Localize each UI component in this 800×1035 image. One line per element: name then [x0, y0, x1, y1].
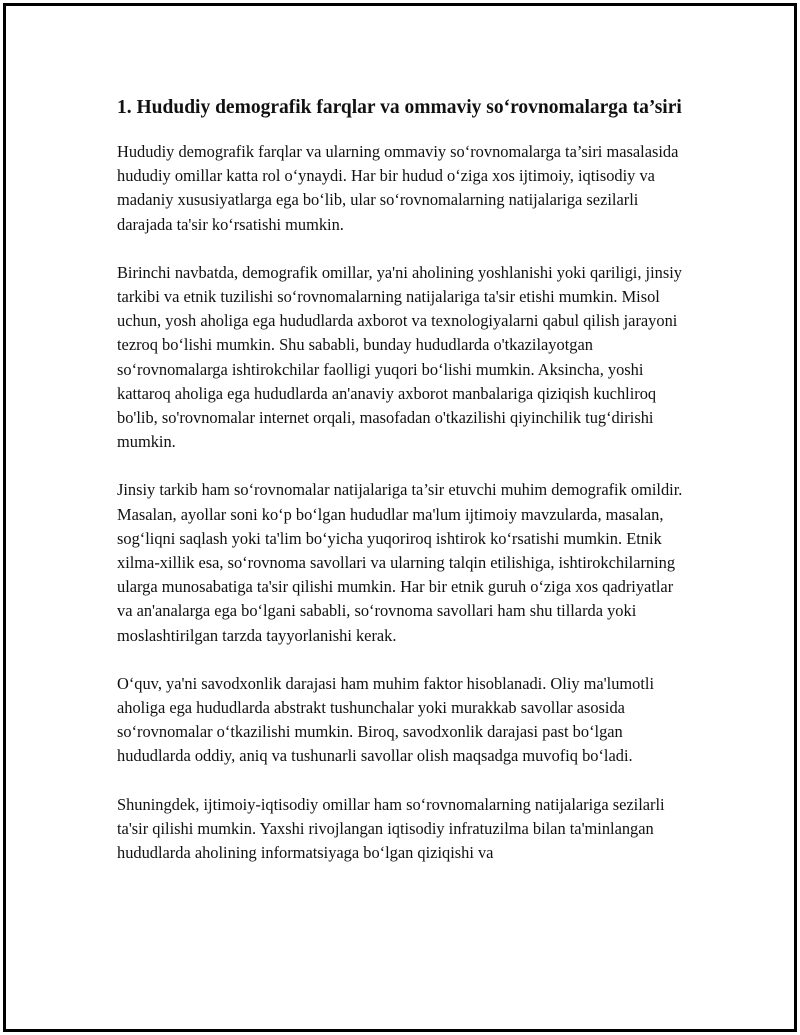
paragraph-1: Hududiy demografik farqlar va ularning ommaviy so‘rovnomalarga ta’siri masalasida hududiy omillar katta rol o‘ynaydi. Har bir hudud o‘ziga xos ijtimoiy, iqtisodiy va madaniy xususiyatlarga ega bo‘lib, ular so‘rovnomalarning natijalariga sezilarli darajada ta'sir ko‘rsatishi mumkin.	[117, 142, 679, 234]
paragraph-3: Jinsiy tarkib ham so‘rovnomalar natijalariga ta’sir etuvchi muhim demografik omildir. Masalan, ayollar soni ko‘p bo‘lgan hududlar ma'lum ijtimoiy mavzularda, masalan, sog‘liqni saqlash yoki ta'lim bo‘yicha yuqoriroq ishtirok ko‘rsatishi mumkin. Etnik xilma-xillik esa, so‘rovnoma savollari va ularning talqin etilishiga, ishtirokchilarning ularga munosabatiga ta'sir qilishi mumkin. Har bir etnik guruh o‘ziga xos qadriyatlar va an'analarga ega bo‘lgani sababli, so‘rovnoma savollari ham shu tillarda yoki moslashtirilgan tarzda tayyorlanishi kerak.	[117, 480, 683, 645]
document-body	[117, 92, 687, 889]
paragraph-5: Shuningdek, ijtimoiy-iqtisodiy omillar ham so‘rovnomalarning natijalariga sezilarli ta'sir qilishi mumkin. Yaxshi rivojlangan iqtisodiy infratuzilma bilan ta'minlangan hududlarda aholining informatsiyaga bo‘lgan qiziqishi va	[117, 794, 665, 863]
paragraph-2: Birinchi navbatda, demografik omillar, ya'ni aholining yoshlanishi yoki qariligi, jinsiy tarkibi va etnik tuzilishi so‘rovnomalarning natijalariga ta'sir etishi mumkin. Misol uchun, yosh aholiga ega hududlarda axborot va texnologiyalarni qabul qilish jarayoni tezroq bo‘lishi mumkin. Shu sababli, bunday hududlarda o'tkazilayotgan so‘rovnomalarga ishtirokchilar faolligi yuqori bo‘lishi mumkin. Aksincha, yoshi kattaroq aholiga ega hududlarda an'anaviy axborot manbalariga qiziqish kuchliroq bo'lib, so'rovnomalar internet orqali, masofadan o'tkazilishi qiyinchilik tug‘dirishi mumkin.	[117, 262, 682, 452]
section-heading: 1. Hududiy demografik farqlar va ommaviy so‘rovnomalarga ta’siri	[117, 97, 682, 118]
paragraph-4: O‘quv, ya'ni savodxonlik darajasi ham muhim faktor hisoblanadi. Oliy ma'lumotli aholiga ega hududlarda abstrakt tushunchalar yoki murakkab savollar asosida so‘rovnomalar o‘tkazilishi mumkin. Biroq, savodxonlik darajasi past bo‘lgan hududlarda oddiy, aniq va tushunarli savollar olish maqsadga muvofiq bo‘ladi.	[117, 673, 654, 766]
